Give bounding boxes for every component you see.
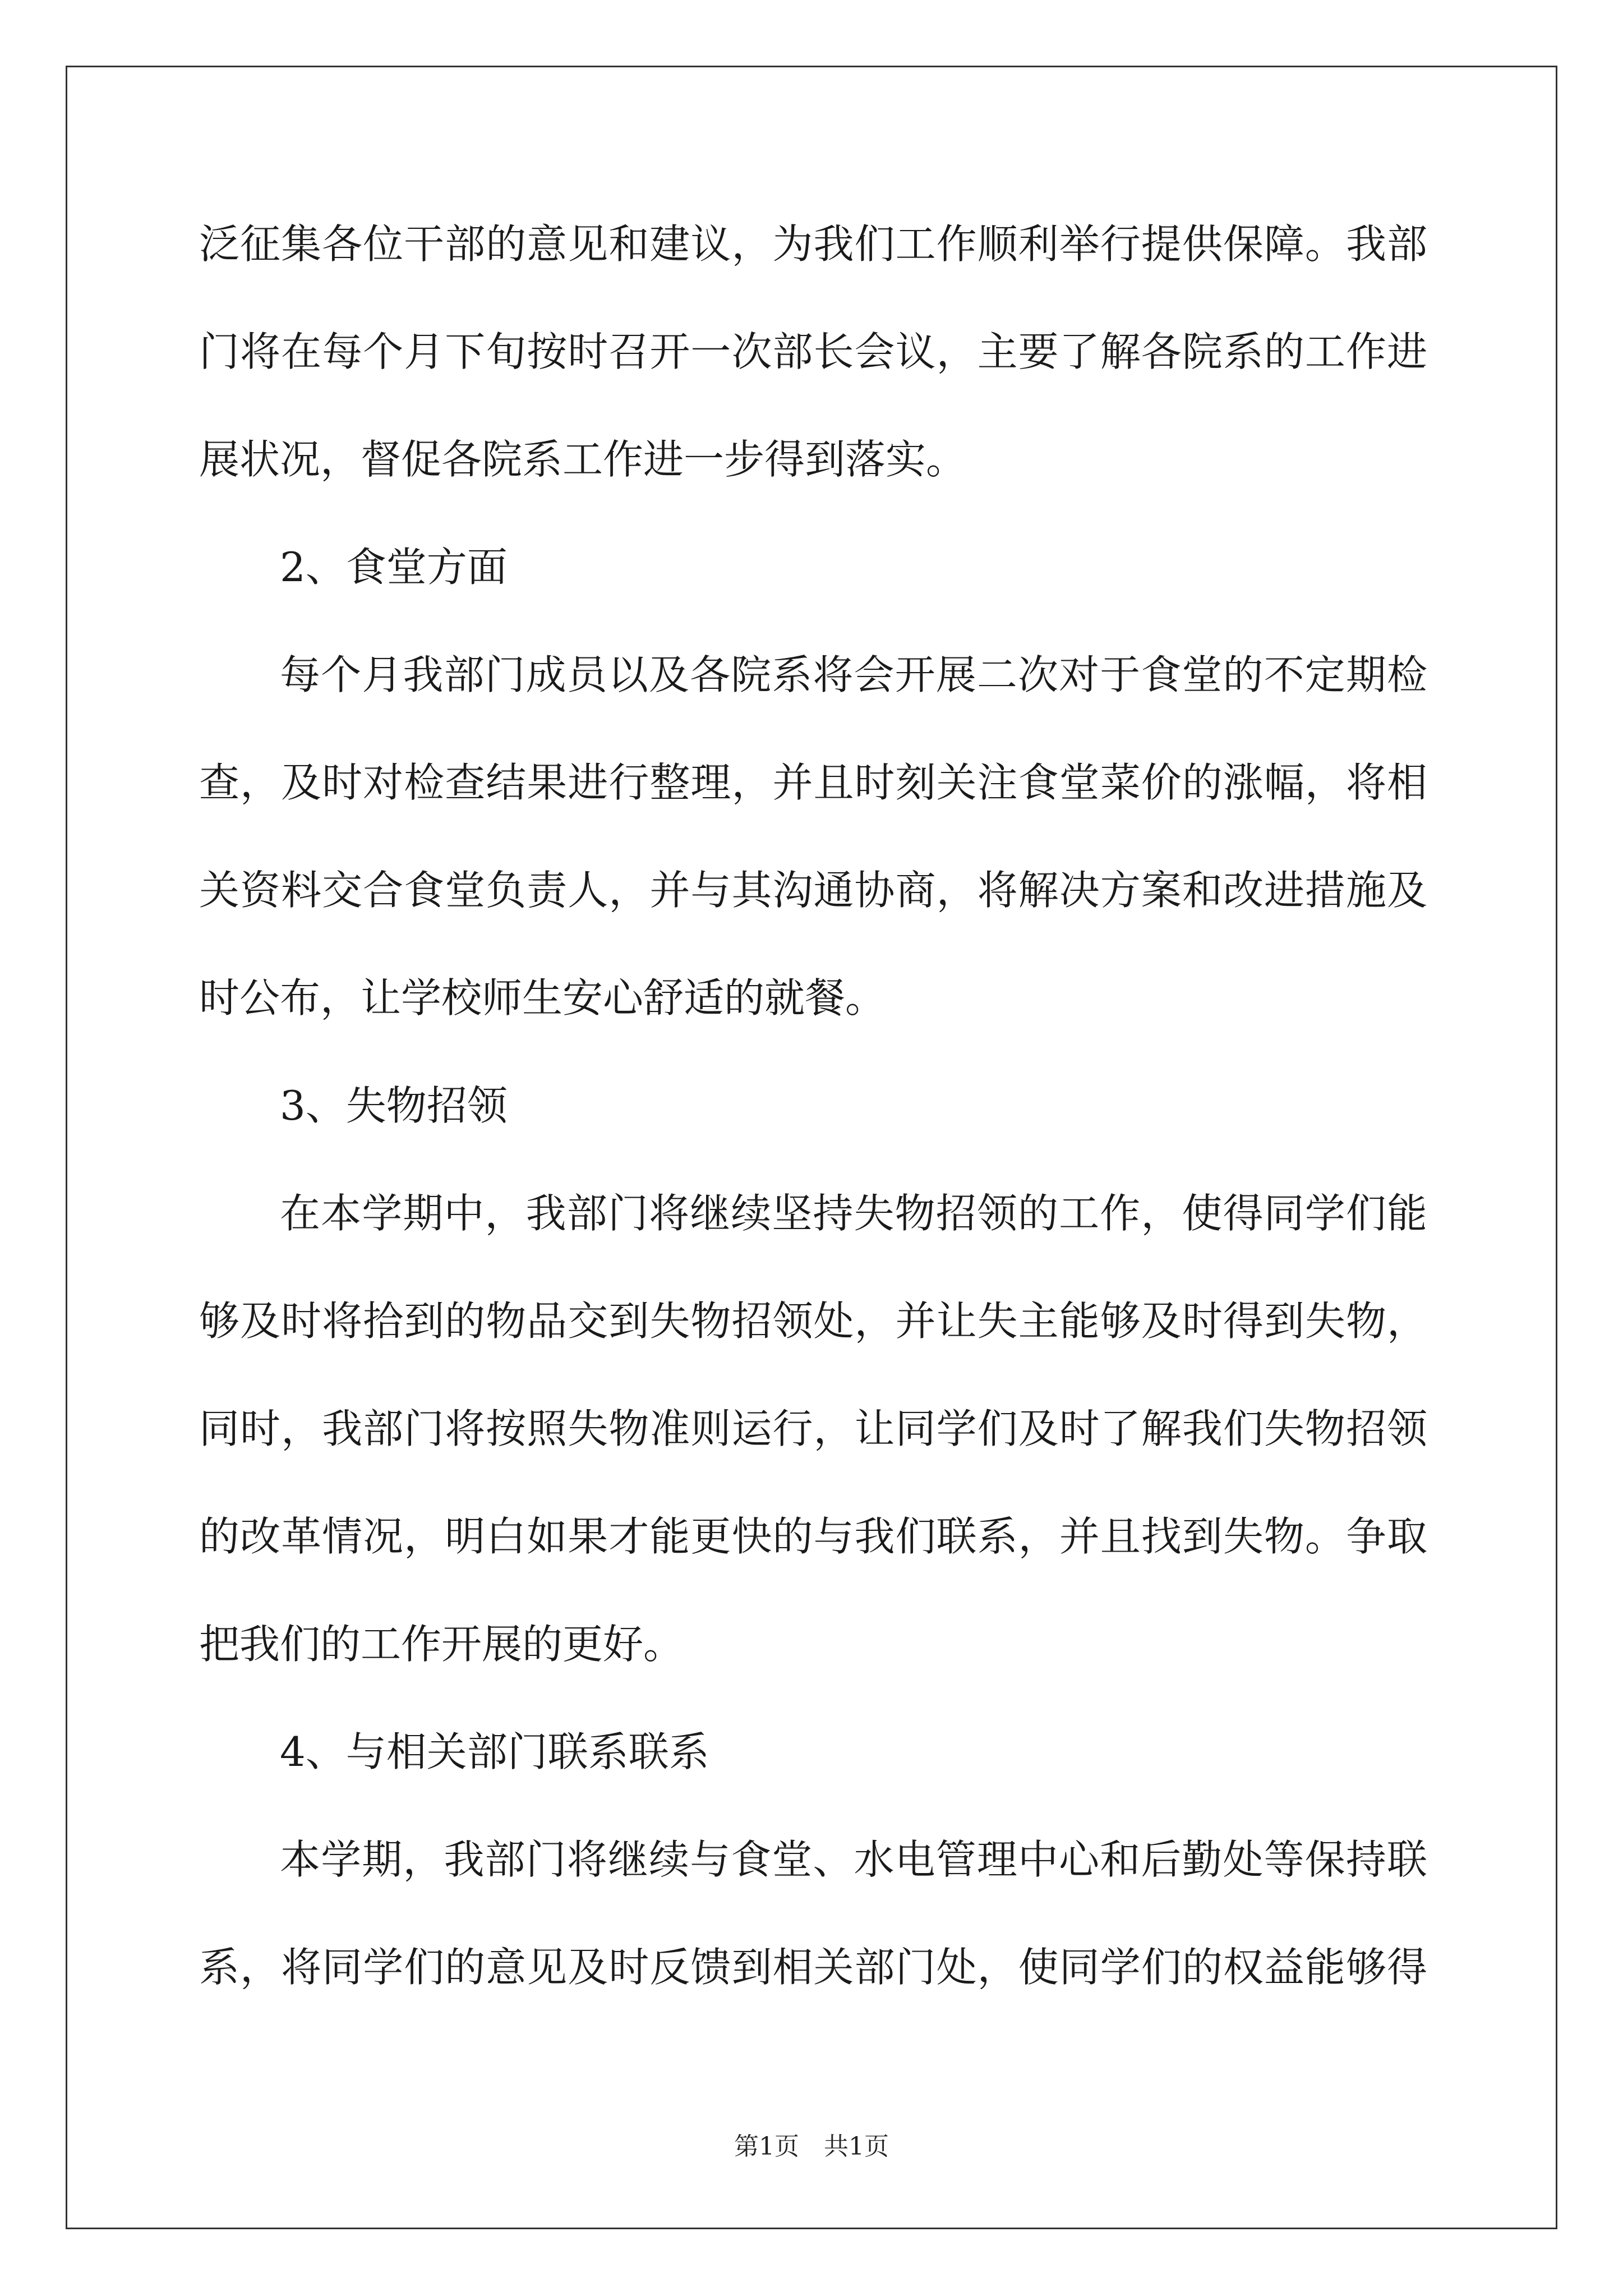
text-line: 够及时将拾到的物品交到失物招领处，并让失主能够及时得到失物， bbox=[199, 1297, 1427, 1345]
section-heading: 3、失物招领 bbox=[280, 1082, 508, 1129]
text-line: 时公布，让学校师生安心舒适的就餐。 bbox=[199, 974, 886, 1022]
text-line: 把我们的工作开展的更好。 bbox=[199, 1621, 684, 1668]
text-line: 门将在每个月下旬按时召开一次部长会议，主要了解各院系的工作进 bbox=[199, 328, 1427, 375]
text-line: 每个月我部门成员以及各院系将会开展二次对于食堂的不定期检 bbox=[280, 651, 1427, 698]
section-heading: 2、食堂方面 bbox=[280, 544, 508, 591]
page-number-footer: 第1页 共1页 bbox=[734, 2132, 889, 2161]
text-line: 泛征集各位干部的意见和建议，为我们工作顺利举行提供保障。我部 bbox=[199, 220, 1427, 268]
document-body bbox=[199, 213, 1427, 2044]
section-heading: 4、与相关部门联系联系 bbox=[280, 1728, 709, 1775]
text-line: 系，将同学们的意见及时反馈到相关部门处，使同学们的权益能够得 bbox=[199, 1944, 1427, 1991]
text-line: 本学期，我部门将继续与食堂、水电管理中心和后勤处等保持联 bbox=[280, 1836, 1427, 1883]
text-line: 在本学期中，我部门将继续坚持失物招领的工作，使得同学们能 bbox=[280, 1190, 1427, 1237]
text-line: 关资料交合食堂负责人，并与其沟通协商，将解决方案和改进措施及 bbox=[199, 867, 1427, 914]
text-line: 展状况，督促各院系工作进一步得到落实。 bbox=[199, 436, 967, 483]
text-line: 的改革情况，明白如果才能更快的与我们联系，并且找到失物。争取 bbox=[199, 1513, 1427, 1560]
text-line: 同时，我部门将按照失物准则运行，让同学们及时了解我们失物招领 bbox=[199, 1405, 1427, 1452]
text-line: 查，及时对检查结果进行整理，并且时刻关注食堂菜价的涨幅，将相 bbox=[199, 759, 1427, 806]
